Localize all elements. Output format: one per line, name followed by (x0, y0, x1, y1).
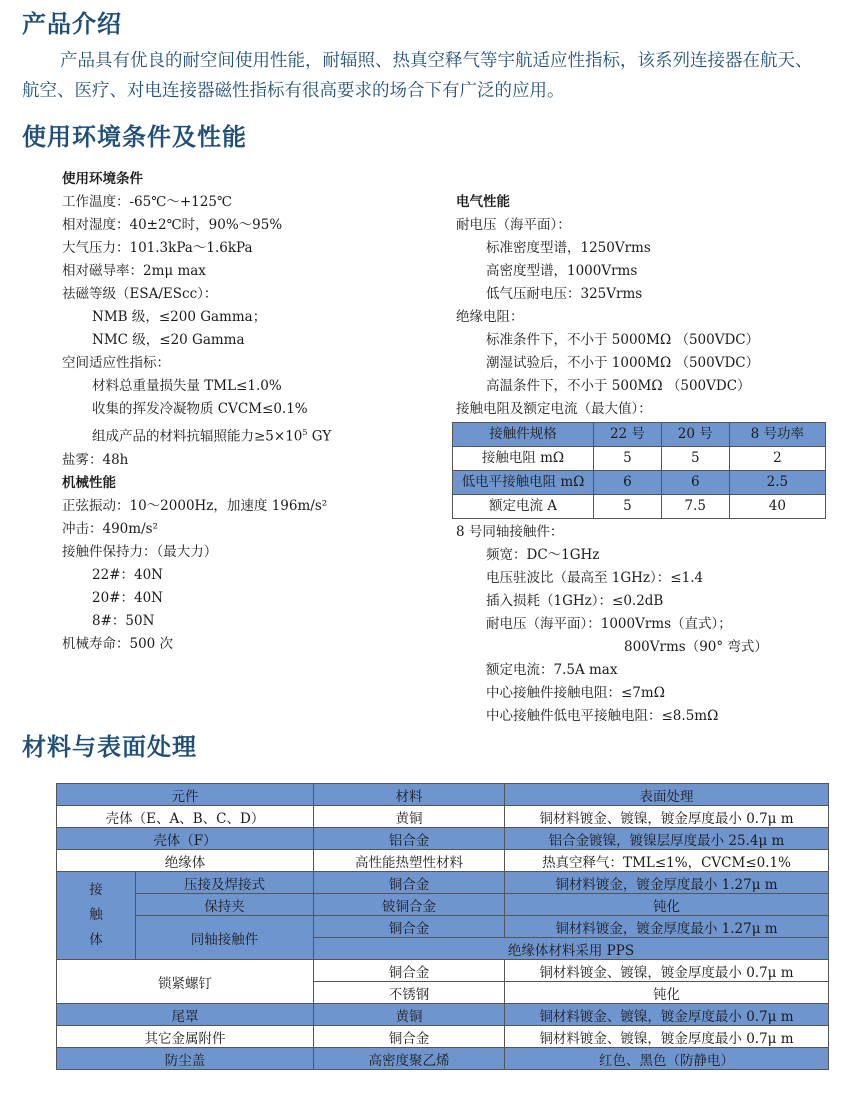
table-cell: 6 (594, 471, 662, 495)
table-cell: 铝合金 (314, 828, 505, 850)
elec-line: 高温条件下，不小于 500MΩ （500VDC） (486, 378, 751, 394)
table-cell: 黄铜 (314, 1004, 505, 1026)
table-row (57, 1026, 829, 1048)
env-line: 相对湿度：40±2℃时，90%～95% (62, 217, 283, 233)
table-cell: 热真空释气：TML≤1%，CVCM≤0.1% (505, 850, 829, 872)
table-cell: 2.5 (729, 471, 825, 495)
table-cell: 壳体（E、A、B、C、D） (57, 806, 314, 828)
env-line: NMC 级，≤20 Gamma (92, 332, 245, 348)
table-cell: 额定电流 A (453, 495, 594, 519)
table-cell: 元件 (57, 784, 314, 806)
table-cell: 压接及焊接式 (136, 872, 314, 894)
elec-line: 标准密度型谱，1250Vrms (486, 240, 651, 256)
env-line: 相对磁导率：2mμ max (62, 263, 206, 279)
table-row (57, 894, 829, 916)
env-title: 使用环境条件 (62, 171, 143, 187)
env-line: NMB 级，≤200 Gamma； (92, 309, 267, 325)
elec-line: 绝缘电阻： (456, 309, 524, 325)
table-cell: 22 号 (594, 423, 662, 447)
elec-line: 接触电阻及额定电流（最大值）： (456, 401, 652, 417)
table-cell: 铍铜合金 (314, 894, 505, 916)
elec-line: 高密度型谱，1000Vrms (486, 263, 638, 279)
left-column (62, 168, 331, 656)
table-row (57, 960, 829, 982)
env-line-radiation (62, 421, 331, 449)
table-cell: 铝合金镀镍，镀镍层厚度最小 25.4μ m (505, 828, 829, 850)
heading-intro: 产品介绍 (22, 10, 122, 38)
contact-body-label: 接 触 体 (57, 872, 136, 960)
mech-line: 8#：50N (92, 612, 155, 629)
table-cell: 铜合金 (314, 960, 505, 982)
elec-line: 低气压耐电压：325Vrms (486, 286, 643, 302)
table-row (453, 471, 826, 495)
env-line: 盐雾：48h (62, 451, 129, 468)
table-cell: 铜材料镀金、镀镍，镀金厚度最小 0.7μ m (505, 960, 829, 982)
table-cell: 表面处理 (505, 784, 829, 806)
table-cell: 5 (594, 447, 662, 471)
env-line: 空间适应性指标： (62, 355, 170, 371)
mech-title: 机械性能 (62, 474, 116, 491)
table-row (57, 850, 829, 872)
env-line: 工作温度：-65℃～+125℃ (62, 194, 233, 210)
table-cell: 铜材料镀金，镀金厚度最小 1.27μ m (505, 872, 829, 894)
radiation-exponent: 5 (302, 428, 308, 437)
table-cell: 7.5 (661, 495, 729, 519)
table-row (57, 828, 829, 850)
right-column (456, 191, 826, 728)
elec-line: 耐电压（海平面）： (456, 217, 571, 233)
table-cell: 同轴接触件 (136, 916, 314, 960)
table-cell: 钝化 (505, 894, 829, 916)
table-cell: 钝化 (505, 982, 829, 1004)
env-line: 祛磁等级（ESA/EScc）： (62, 286, 218, 302)
table-row (57, 806, 829, 828)
intro-text: 产品具有优良的耐空间使用性能，耐辐照、热真空释气等宇航适应性指标，该系列连接器在航天、航空、医疗、对电连接器磁性指标有很高要求的场合下有广泛的应用。 (22, 51, 813, 101)
elec-title: 电气性能 (456, 194, 510, 210)
table-cell: 绝缘体材料采用 PPS (314, 938, 829, 960)
table-cell: 低电平接触电阻 mΩ (453, 471, 594, 495)
table-header-row (453, 423, 826, 447)
coax-line: 插入损耗（1GHz）：≤0.2dB (486, 593, 664, 609)
mech-line: 机械寿命：500 次 (62, 635, 174, 652)
table-row (57, 1048, 829, 1070)
table-cell: 锁紧螺钉 (57, 960, 314, 1004)
table-cell: 接触电阻 mΩ (453, 447, 594, 471)
table-cell: 壳体（F） (57, 828, 314, 850)
table-cell: 5 (594, 495, 662, 519)
env-line: 材料总重量损失量 TML≤1.0% (92, 378, 282, 394)
env-line: 收集的挥发冷凝物质 CVCM≤0.1% (92, 401, 308, 417)
table-row (57, 1004, 829, 1026)
table-row (57, 916, 829, 938)
table-cell: 20 号 (661, 423, 729, 447)
coax-line: 中心接触件接触电阻：≤7mΩ (486, 685, 665, 701)
table-cell: 尾罩 (57, 1004, 314, 1026)
coax-title: 8 号同轴接触件： (456, 524, 564, 540)
materials-table (56, 783, 829, 1070)
heading-env: 使用环境条件及性能 (22, 123, 247, 151)
contact-spec-table (452, 422, 826, 519)
env-line: 大气压力：101.3kPa～1.6kPa (62, 240, 253, 256)
table-cell: 铜合金 (314, 1026, 505, 1048)
radiation-text: 组成产品的材料抗辐照能力≥5×10 (92, 428, 303, 445)
table-cell: 接触件规格 (453, 423, 594, 447)
table-cell: 不锈钢 (314, 982, 505, 1004)
intro-paragraph (22, 46, 822, 106)
table-cell: 6 (661, 471, 729, 495)
radiation-unit: GY (307, 428, 332, 445)
mech-line: 20#：40N (92, 589, 163, 606)
coax-line: 电压驻波比（最高至 1GHz）：≤1.4 (486, 570, 704, 586)
table-row (453, 447, 826, 471)
coax-line: 耐电压（海平面）：1000Vrms（直式）； (486, 616, 732, 632)
table-cell: 防尘盖 (57, 1048, 314, 1070)
table-cell: 40 (729, 495, 825, 519)
mech-line: 22#：40N (92, 566, 163, 583)
table-cell: 铜材料镀金、镀镍，镀金厚度最小 0.7μ m (505, 1026, 829, 1048)
table-cell: 高密度聚乙烯 (314, 1048, 505, 1070)
table-cell: 其它金属附件 (57, 1026, 314, 1048)
coax-line: 800Vrms（90° 弯式） (624, 639, 768, 655)
coax-line: 中心接触件低电平接触电阻：≤8.5mΩ (486, 708, 719, 724)
coax-line: 频宽：DC～1GHz (486, 547, 600, 563)
table-cell: 保持夹 (136, 894, 314, 916)
mech-line: 正弦振动：10～2000Hz，加速度 196m/s² (62, 497, 328, 514)
table-cell: 2 (729, 447, 825, 471)
mech-line: 冲击：490m/s² (62, 520, 158, 537)
table-header-row (57, 784, 829, 806)
table-cell: 绝缘体 (57, 850, 314, 872)
table-cell: 铜材料镀金、镀镍，镀金厚度最小 0.7μ m (505, 806, 829, 828)
table-cell: 铜合金 (314, 916, 505, 938)
table-cell: 材料 (314, 784, 505, 806)
table-cell: 8 号功率 (729, 423, 825, 447)
coax-line: 额定电流：7.5A max (486, 662, 618, 678)
mech-line: 接触件保持力：（最大力） (62, 543, 218, 560)
table-cell: 红色、黑色（防静电） (505, 1048, 829, 1070)
table-cell: 铜合金 (314, 872, 505, 894)
table-cell: 高性能热塑性材料 (314, 850, 505, 872)
elec-line: 潮湿试验后，不小于 1000MΩ （500VDC） (486, 355, 760, 371)
table-row (57, 872, 829, 894)
elec-line: 标准条件下，不小于 5000MΩ （500VDC） (486, 332, 760, 348)
table-cell: 铜材料镀金、镀镍，镀金厚度最小 0.7μ m (505, 1004, 829, 1026)
table-cell: 铜材料镀金，镀金厚度最小 1.27μ m (505, 916, 829, 938)
table-row (453, 495, 826, 519)
table-cell: 黄铜 (314, 806, 505, 828)
table-cell: 5 (661, 447, 729, 471)
heading-materials: 材料与表面处理 (22, 733, 197, 761)
